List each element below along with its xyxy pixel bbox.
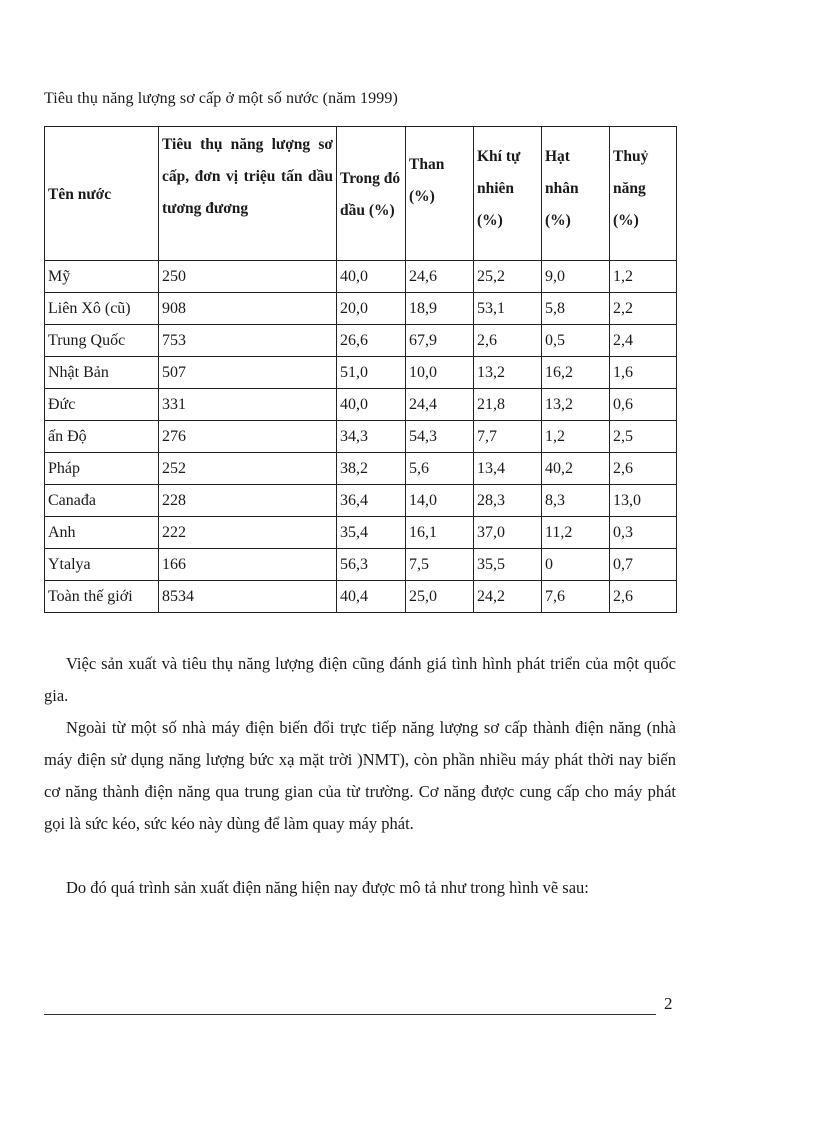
cell-total-consumption: 250: [159, 261, 337, 293]
cell-coal: 10,0: [406, 357, 474, 389]
cell-nuclear: 0,5: [542, 325, 610, 357]
cell-country: Mỹ: [45, 261, 159, 293]
cell-hydro: 1,6: [610, 357, 677, 389]
cell-country: Ytalya: [45, 549, 159, 581]
cell-nuclear: 8,3: [542, 485, 610, 517]
header-hydro: Thuỷ năng (%): [610, 127, 677, 261]
cell-total-consumption: 252: [159, 453, 337, 485]
cell-nuclear: 9,0: [542, 261, 610, 293]
cell-country: Canađa: [45, 485, 159, 517]
cell-coal: 5,6: [406, 453, 474, 485]
cell-coal: 54,3: [406, 421, 474, 453]
cell-total-consumption: 222: [159, 517, 337, 549]
footer-rule: [44, 1014, 656, 1015]
cell-natural-gas: 25,2: [474, 261, 542, 293]
cell-country: Anh: [45, 517, 159, 549]
header-oil: Trong đó dầu (%): [337, 127, 406, 261]
cell-natural-gas: 28,3: [474, 485, 542, 517]
paragraph-generation-methods: Ngoài từ một số nhà máy điện biến đổi trực tiếp năng lượng sơ cấp thành điện năng (nhà máy điện sử dụng năng lượng bức xạ mặt trời )NMT), còn phần nhiều máy phát thời nay biến cơ năng thành điện năng qua trung gian của từ trường. Cơ năng được cung cấp cho máy phát gọi là sức kéo, sức kéo này dùng để làm quay máy phát.: [44, 718, 676, 833]
cell-hydro: 2,5: [610, 421, 677, 453]
cell-nuclear: 0: [542, 549, 610, 581]
cell-coal: 16,1: [406, 517, 474, 549]
header-country: Tên nước: [45, 127, 159, 261]
cell-hydro: 0,7: [610, 549, 677, 581]
cell-natural-gas: 24,2: [474, 581, 542, 613]
table-caption: Tiêu thụ năng lượng sơ cấp ở một số nước (năm 1999): [44, 90, 398, 107]
table-row: [45, 389, 677, 421]
cell-country: Đức: [45, 389, 159, 421]
cell-total-consumption: 753: [159, 325, 337, 357]
table-row: [45, 357, 677, 389]
cell-country: Toàn thế giới: [45, 581, 159, 613]
table-row: [45, 453, 677, 485]
table-row: [45, 293, 677, 325]
cell-oil: 35,4: [337, 517, 406, 549]
cell-hydro: 0,6: [610, 389, 677, 421]
cell-country: ấn Độ: [45, 421, 159, 453]
cell-natural-gas: 35,5: [474, 549, 542, 581]
header-coal: Than (%): [406, 127, 474, 261]
cell-country: Nhật Bản: [45, 357, 159, 389]
cell-coal: 24,4: [406, 389, 474, 421]
cell-coal: 25,0: [406, 581, 474, 613]
paragraph-production-process: Do đó quá trình sản xuất điện năng hiện nay được mô tả như trong hình vẽ sau:: [66, 878, 589, 897]
cell-total-consumption: 908: [159, 293, 337, 325]
cell-oil: 20,0: [337, 293, 406, 325]
cell-oil: 26,6: [337, 325, 406, 357]
cell-hydro: 2,6: [610, 581, 677, 613]
cell-nuclear: 13,2: [542, 389, 610, 421]
cell-nuclear: 40,2: [542, 453, 610, 485]
cell-total-consumption: 331: [159, 389, 337, 421]
cell-natural-gas: 37,0: [474, 517, 542, 549]
cell-hydro: 2,6: [610, 453, 677, 485]
cell-nuclear: 11,2: [542, 517, 610, 549]
cell-hydro: 2,4: [610, 325, 677, 357]
cell-hydro: 0,3: [610, 517, 677, 549]
page-number: 2: [664, 994, 673, 1013]
cell-coal: 24,6: [406, 261, 474, 293]
paragraph-electricity-development: Việc sản xuất và tiêu thụ năng lượng điện cũng đánh giá tình hình phát triển của một quốc gia.: [44, 654, 676, 705]
cell-natural-gas: 21,8: [474, 389, 542, 421]
table-row: [45, 549, 677, 581]
cell-oil: 34,3: [337, 421, 406, 453]
cell-oil: 56,3: [337, 549, 406, 581]
cell-country: Trung Quốc: [45, 325, 159, 357]
cell-coal: 14,0: [406, 485, 474, 517]
cell-total-consumption: 276: [159, 421, 337, 453]
table-header-row: [45, 127, 677, 261]
table-row: [45, 421, 677, 453]
cell-hydro: 2,2: [610, 293, 677, 325]
cell-nuclear: 16,2: [542, 357, 610, 389]
cell-total-consumption: 8534: [159, 581, 337, 613]
cell-coal: 18,9: [406, 293, 474, 325]
cell-natural-gas: 13,2: [474, 357, 542, 389]
table-row: [45, 581, 677, 613]
header-natural-gas: Khí tự nhiên (%): [474, 127, 542, 261]
cell-oil: 51,0: [337, 357, 406, 389]
cell-country: Pháp: [45, 453, 159, 485]
cell-coal: 67,9: [406, 325, 474, 357]
cell-natural-gas: 2,6: [474, 325, 542, 357]
cell-natural-gas: 53,1: [474, 293, 542, 325]
header-total-consumption: Tiêu thụ năng lượng sơ cấp, đơn vị triệu tấn dầu tương đương: [159, 127, 337, 261]
table-row: [45, 261, 677, 293]
cell-hydro: 13,0: [610, 485, 677, 517]
cell-nuclear: 5,8: [542, 293, 610, 325]
cell-nuclear: 7,6: [542, 581, 610, 613]
cell-natural-gas: 13,4: [474, 453, 542, 485]
cell-country: Liên Xô (cũ): [45, 293, 159, 325]
table-row: [45, 325, 677, 357]
cell-oil: 40,0: [337, 261, 406, 293]
cell-coal: 7,5: [406, 549, 474, 581]
cell-oil: 36,4: [337, 485, 406, 517]
table-row: [45, 517, 677, 549]
cell-total-consumption: 166: [159, 549, 337, 581]
energy-consumption-table: [44, 126, 677, 613]
cell-oil: 38,2: [337, 453, 406, 485]
cell-hydro: 1,2: [610, 261, 677, 293]
cell-natural-gas: 7,7: [474, 421, 542, 453]
cell-total-consumption: 228: [159, 485, 337, 517]
cell-oil: 40,0: [337, 389, 406, 421]
header-nuclear: Hạt nhân (%): [542, 127, 610, 261]
cell-oil: 40,4: [337, 581, 406, 613]
cell-nuclear: 1,2: [542, 421, 610, 453]
cell-total-consumption: 507: [159, 357, 337, 389]
table-row: [45, 485, 677, 517]
